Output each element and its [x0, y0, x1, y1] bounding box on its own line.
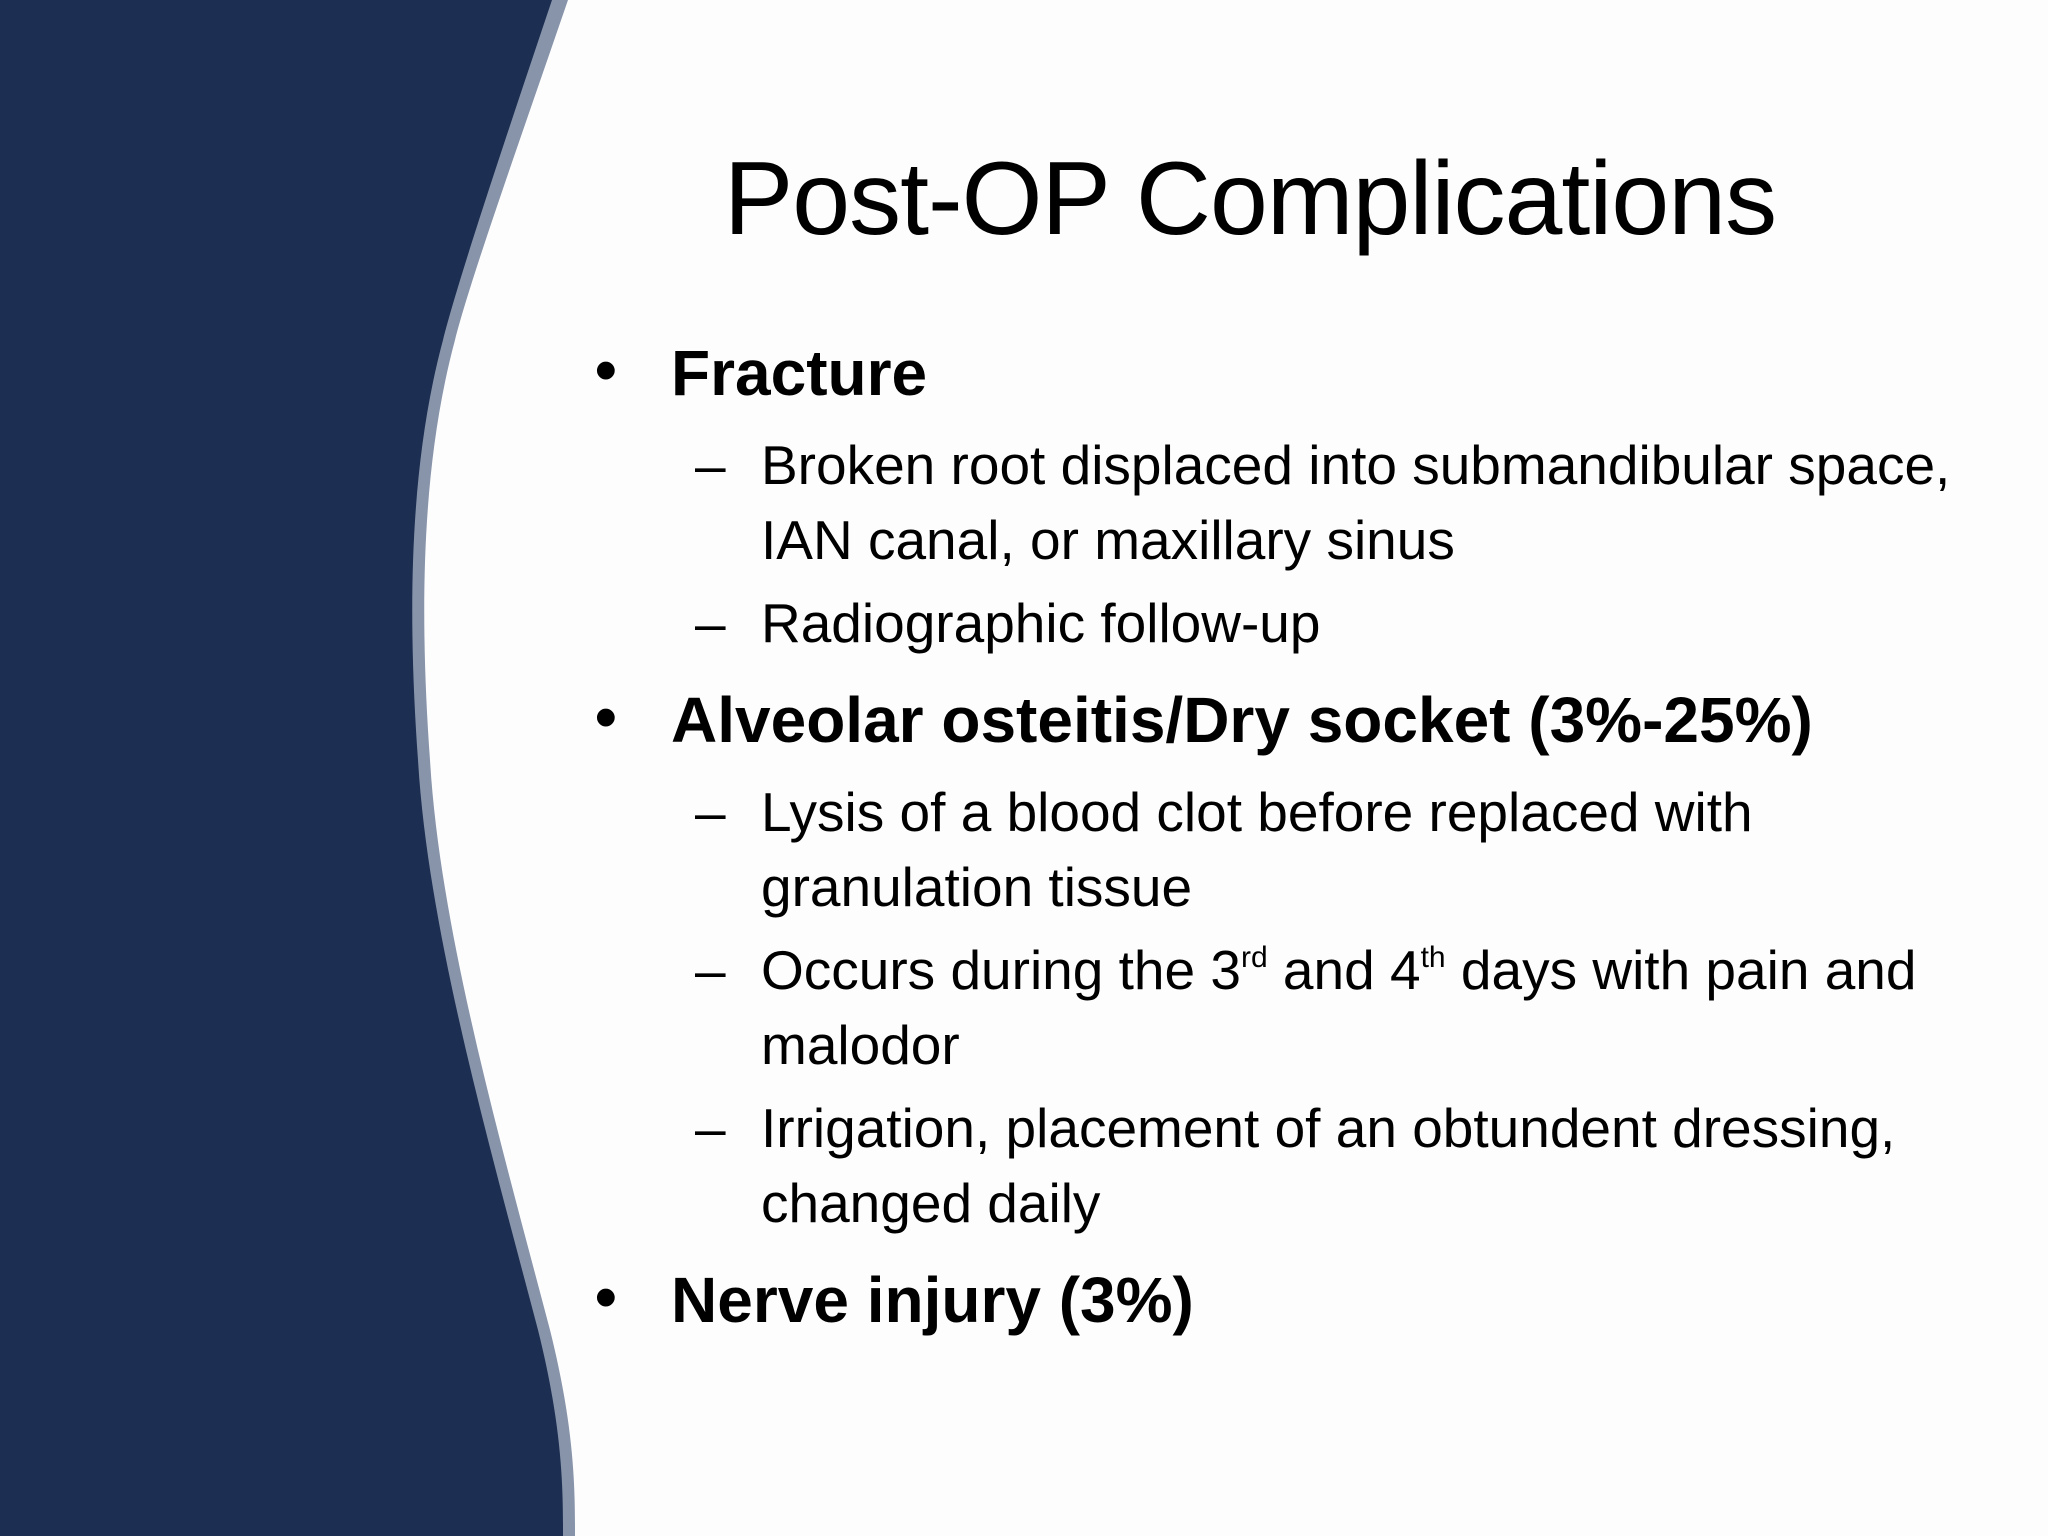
- slide-title: Post-OP Complications: [723, 141, 1777, 257]
- sub-item: [585, 1091, 2025, 1241]
- sub-text-part: and 4: [1267, 939, 1421, 1001]
- sub-label: Irrigation, placement of an obtundent dressing, changed daily: [761, 1097, 1896, 1234]
- bullet-label: Alveolar osteitis/Dry socket (3%-25%): [671, 684, 1813, 756]
- sub-item: [585, 586, 2025, 661]
- bullet-dry-socket: [585, 677, 2025, 763]
- ordinal-suffix: th: [1420, 941, 1446, 974]
- sub-dash: –: [695, 1097, 726, 1159]
- ordinal-suffix: rd: [1240, 941, 1268, 974]
- sub-label: Radiographic follow-up: [761, 592, 1321, 654]
- sub-item: [585, 428, 2025, 578]
- sub-item: [585, 775, 2025, 925]
- bullet-dot: •: [595, 683, 617, 752]
- bullet-dot: •: [595, 1263, 617, 1332]
- sub-item: [585, 933, 2025, 1083]
- bullet-label: Fracture: [671, 337, 928, 409]
- bullet-dot: •: [595, 336, 617, 405]
- sub-text-part: days with pain and malodor: [761, 939, 1917, 1076]
- sub-label-rich: [761, 939, 1916, 1076]
- bullet-label: Nerve injury (3%): [671, 1264, 1194, 1336]
- bullet-fracture: [585, 330, 2025, 416]
- sub-dash: –: [695, 592, 726, 654]
- sub-label: Lysis of a blood clot before replaced with granulation tissue: [761, 781, 1753, 918]
- sub-dash: –: [695, 939, 726, 1001]
- sub-text-part: Occurs during the 3: [761, 939, 1241, 1001]
- bullet-nerve-injury: [585, 1257, 2025, 1343]
- sub-dash: –: [695, 434, 726, 496]
- sub-label: Broken root displaced into submandibular space, IAN canal, or maxillary sinus: [761, 434, 1951, 571]
- bullet-list: [585, 330, 2025, 1343]
- sub-dash: –: [695, 781, 726, 843]
